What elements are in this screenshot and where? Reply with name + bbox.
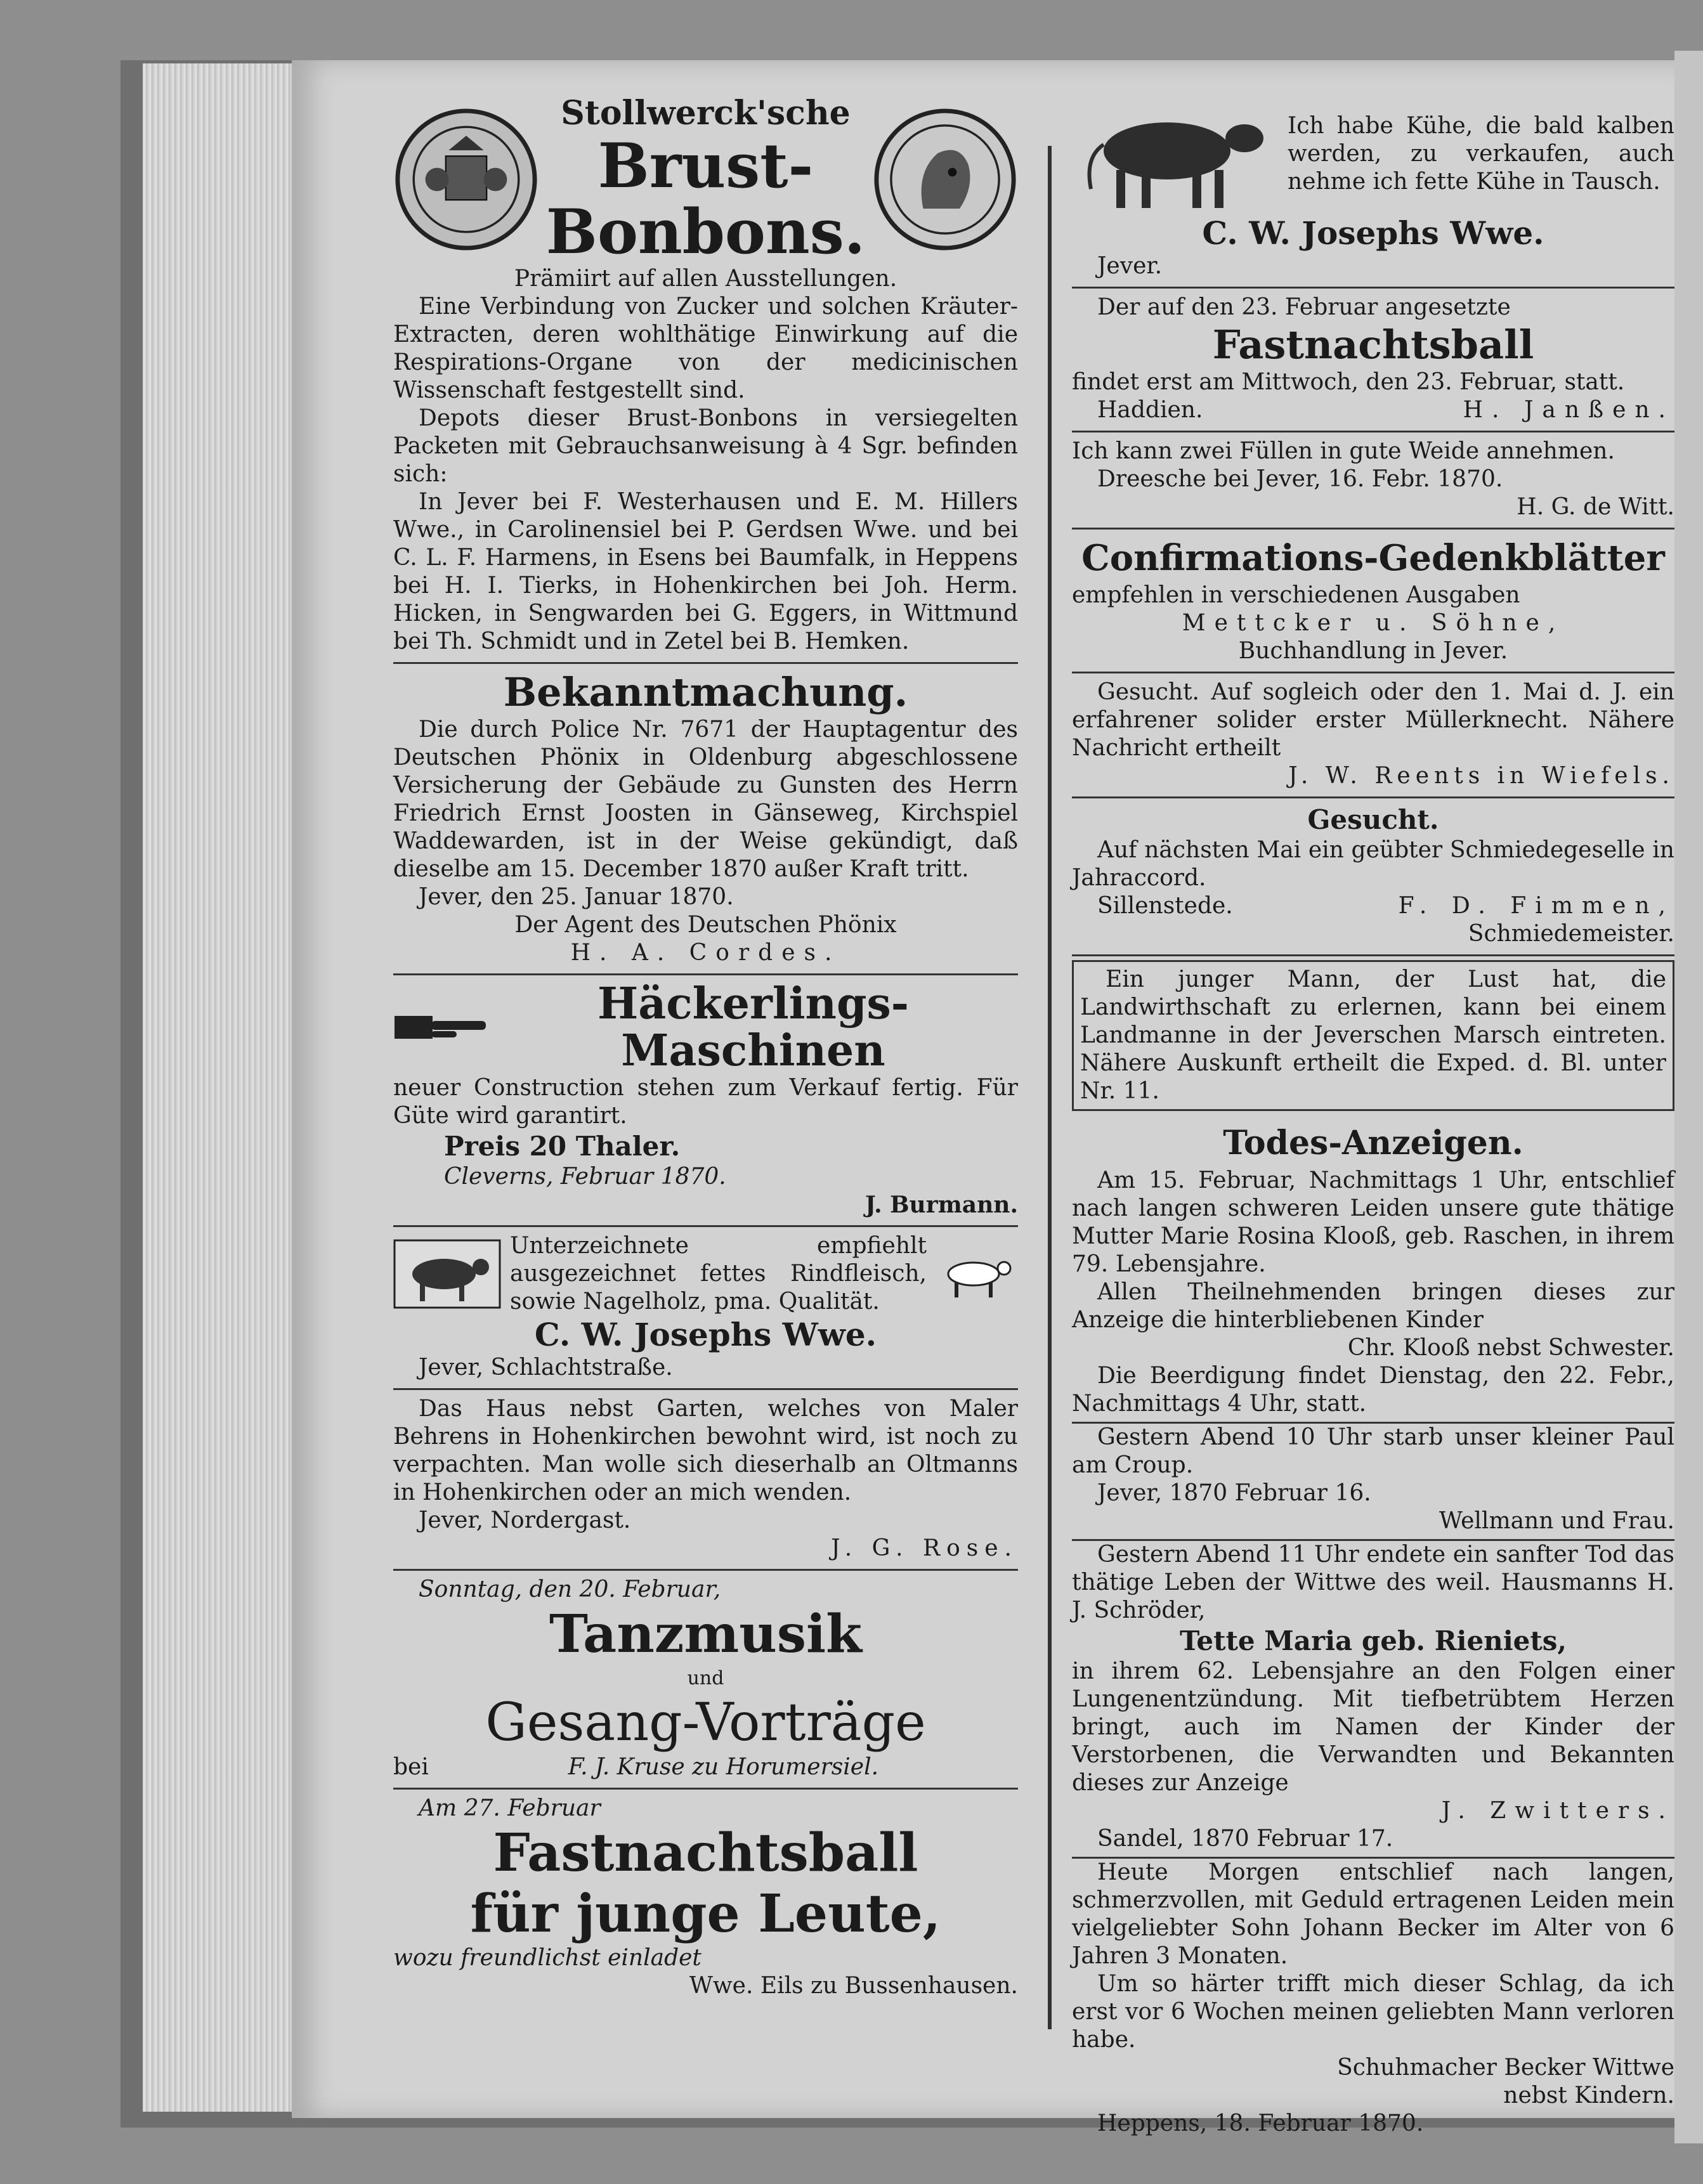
- ad-gesucht-muellerknecht: [1072, 673, 1674, 798]
- stollwerck-description: Eine Verbindung von Zucker und solchen Kräuter-Extracten, deren wohlthätige Einwirkung auf die Respirations-Organe von der medicinischen Wissenschaft festgestellt sind.: [393, 294, 1018, 403]
- todes-a1d: Die Beerdigung findet Dienstag, den 22. Febr., Nachmittags 4 Uhr, statt.: [1072, 1362, 1674, 1424]
- todes-a2c: Wellmann und Frau.: [1072, 1507, 1674, 1541]
- haeckerling-sign: J. Burmann.: [865, 1192, 1018, 1218]
- tanz-date: Sonntag, den 20. Februar,: [419, 1576, 721, 1602]
- tanz-title2: Gesang-Vorträge: [485, 1693, 926, 1753]
- todes-title: Todes-Anzeigen.: [1223, 1124, 1524, 1162]
- fastnacht-date: Am 27. Februar: [419, 1795, 601, 1821]
- todes-a4d: nebst Kindern.: [1503, 2083, 1674, 2109]
- tanz-title1: Tanzmusik: [549, 1604, 862, 1665]
- ball-title: Fastnachtsball: [1212, 322, 1534, 368]
- ad-gesucht-schmied: [1072, 798, 1674, 956]
- ball-body: findet erst am Mittwoch, den 23. Februar, statt.: [1072, 369, 1625, 395]
- ball-pre: Der auf den 23. Februar angesetzte: [1097, 294, 1511, 320]
- ad-haeckerling: [393, 975, 1018, 1227]
- haeckerling-price: Preis 20 Thaler.: [444, 1131, 681, 1162]
- bekanntmachung-date: Jever, den 25. Januar 1870.: [419, 884, 734, 910]
- kuehe-name: C. W. Josephs Wwe.: [1202, 214, 1544, 252]
- ad-kuehe: [1072, 89, 1674, 289]
- stollwerck-locations: In Jever bei F. Westerhausen und E. M. Hillers Wwe., in Carolinensiel bei P. Gerdsen Wwe. und bei C. L. F. Harmens, in Esens bei Baumfalk, in Heppens bei H. I. Tierks, in Hohenkirchen bei Joh. Herm. Hicken, in Sengwarden bei G. Eggers, in Wittmund bei Th. Schmidt und in Zetel bei B. Hemken.: [393, 489, 1018, 654]
- stollwerck-depots: Depots dieser Brust-Bonbons in versiegelten Packeten mit Gebrauchsanweisung à 4 Sgr. befinden sich:: [393, 405, 1018, 487]
- confirmation-title: Confirmations-Gedenkblätter: [1081, 537, 1665, 579]
- ball-place: Haddien.: [1097, 397, 1203, 423]
- page-edges: [143, 63, 295, 2112]
- ad-ball: [1072, 289, 1674, 432]
- adjacent-page-strip: [1674, 51, 1703, 2143]
- haeckerling-body: neuer Construction stehen zum Verkauf fertig. Für Güte wird garantirt.: [393, 1075, 1018, 1129]
- fuellen-body: Ich kann zwei Füllen in gute Weide annehmen.: [1072, 438, 1615, 464]
- stollwerck-line1: Stollwerck'sche: [561, 94, 851, 133]
- ad-fastnacht: [393, 1790, 1018, 2006]
- gesucht2-title: Gesucht.: [1307, 804, 1439, 835]
- bekanntmachung-body: Die durch Police Nr. 7671 der Hauptagentur des Deutschen Phönix in Oldenburg abgeschlossene Versicherung der Gebäude zu Gunsten des Herrn Friedrich Ernst Joosten in Gänseweg, Kirchspiel Waddewarden, ist in der Weise gekündigt, daß dieselbe am 15. December 1870 außer Kraft tritt.: [393, 717, 1018, 882]
- bekanntmachung-title: Bekanntmachung.: [503, 669, 908, 715]
- todes-a2: Gestern Abend 10 Uhr starb unser kleiner Paul am Croup.: [1072, 1424, 1674, 1478]
- todes-a3d: Sandel, 1870 Februar 17.: [1072, 1825, 1674, 1859]
- gesucht2-sign: F. D. Fimmen,: [1398, 893, 1674, 919]
- gesucht2-place: Sillenstede.: [1097, 893, 1233, 919]
- fleisch-place: Jever, Schlachtstraße.: [419, 1355, 673, 1381]
- cow-large-icon: [1072, 94, 1281, 214]
- todes-a4b: Um so härter trifft mich dieser Schlag, da ich erst vor 6 Wochen meinen geliebten Mann verloren habe.: [1072, 1971, 1674, 2053]
- confirmation-firm: Mettcker u. Söhne,: [1182, 610, 1565, 636]
- fuellen-place: Dreesche bei Jever, 16. Febr. 1870.: [1097, 466, 1503, 492]
- ad-bekanntmachung: [393, 664, 1018, 975]
- stollwerck-line2: Brust-: [597, 130, 814, 202]
- todes-a3: Gestern Abend 11 Uhr endete ein sanfter Tod das thätige Leben der Wittwe des weil. Hausmanns H. J. Schröder,: [1072, 1542, 1674, 1623]
- tanz-host: F. J. Kruse zu Horumersiel.: [568, 1754, 879, 1780]
- todes-a3name: Tette Maria geb. Rieniets,: [1179, 1625, 1567, 1656]
- ad-stollwerck: [393, 89, 1018, 664]
- kuehe-body: Ich habe Kühe, die bald kalben werden, zu verkaufen, auch nehme ich fette Kühe in Tausch.: [1288, 113, 1674, 195]
- bekanntmachung-sign1: Der Agent des Deutschen Phönix: [514, 912, 897, 938]
- right-column: [1072, 89, 1674, 2144]
- gesucht1-body: Gesucht. Auf sogleich oder den 1. Mai d. J. ein erfahrener solider erster Müllerknecht. Nähere Nachricht ertheilt: [1072, 679, 1674, 761]
- fastnacht-title1: Fastnachtsball: [493, 1823, 918, 1883]
- todes-a4: Heute Morgen entschlief nach langen, schmerzvollen, mit Geduld ertragenen Leiden mein vielgeliebter Sohn Johann Becker im Alter von 6 Jahren 3 Monaten.: [1072, 1859, 1674, 1969]
- haus-sign: J. G. Rose.: [831, 1535, 1018, 1561]
- todes-a1b: Allen Theilnehmenden bringen dieses zur Anzeige die hinterbliebenen Kinder: [1072, 1279, 1674, 1333]
- confirmation-firm2: Buchhandlung in Jever.: [1238, 638, 1508, 664]
- ad-fleisch: [393, 1227, 1018, 1390]
- medal-napoleon-icon: [872, 107, 1018, 252]
- tanz-bei: bei: [393, 1754, 429, 1780]
- fleisch-body: Unterzeichnete empfiehlt ausgezeichnet fettes Rindfleisch, sowie Nagelholz, pma. Qualität.: [510, 1233, 927, 1315]
- gesucht2-body: Auf nächsten Mai ein geübter Schmiedegeselle in Jahraccord.: [1072, 837, 1674, 891]
- todes-a3c: J. Zwitters.: [1441, 1798, 1674, 1824]
- gesucht2-sign2: Schmiedemeister.: [1468, 921, 1674, 947]
- left-column: [393, 89, 1018, 2006]
- todes-a4c: Schuhmacher Becker Wittwe: [1337, 2055, 1674, 2081]
- bekanntmachung-sign2: H. A. Cordes.: [570, 940, 841, 966]
- stollwerck-line3: Bonbons.: [545, 196, 866, 268]
- fastnacht-invite: wozu freundlichst einladet: [393, 1945, 701, 1971]
- ad-tanz: [393, 1571, 1018, 1790]
- ball-sign: H. Janßen.: [1463, 397, 1674, 423]
- fleisch-name: C. W. Josephs Wwe.: [534, 1316, 877, 1353]
- haus-place: Jever, Nordergast.: [419, 1507, 631, 1533]
- column-divider: [1048, 146, 1052, 2029]
- cow-icon: [936, 1245, 1018, 1303]
- ad-todesanzeigen: [1072, 1115, 1674, 2144]
- fastnacht-sign: Wwe. Eils zu Bussenhausen.: [689, 1973, 1018, 1999]
- todes-a2b: Jever, 1870 Februar 16.: [1097, 1480, 1371, 1506]
- haeckerling-place: Cleverns, Februar 1870.: [444, 1164, 726, 1190]
- ad-haus: [393, 1390, 1018, 1571]
- todes-a1: Am 15. Februar, Nachmittags 1 Uhr, entschlief nach langen schweren Leiden unsere gute thätige Mutter Marie Rosina Klooß, geb. Raschen, in ihrem 79. Lebensjahre.: [1072, 1167, 1674, 1277]
- tanz-und: und: [687, 1667, 724, 1689]
- landwirth-body: Ein junger Mann, der Lust hat, die Landwirthschaft zu erlernen, kann bei einem Landmanne in der Jeverschen Marsch eintreten. Nähere Auskunft ertheilt die Exped. d. Bl. unter Nr. 11.: [1080, 966, 1666, 1104]
- todes-a1c: Chr. Klooß nebst Schwester.: [1347, 1335, 1674, 1361]
- medal-coat-of-arms-icon: [393, 107, 539, 252]
- gesucht1-sign: J. W. Reents in Wiefels.: [1288, 763, 1674, 789]
- ad-landwirth: [1072, 960, 1674, 1111]
- haus-body: Das Haus nebst Garten, welches von Maler Behrens in Hohenkirchen bewohnt wird, ist noch zu verpachten. Man wolle sich dieserhalb an Oltmanns in Hohenkirchen oder an mich wenden.: [393, 1396, 1018, 1505]
- todes-a4e: Heppens, 18. Februar 1870.: [1097, 2110, 1424, 2136]
- pointing-hand-icon: [393, 1008, 488, 1046]
- stollwerck-award: Prämiirt auf allen Ausstellungen.: [514, 266, 897, 292]
- todes-a3b: in ihrem 62. Lebensjahre an den Folgen einer Lungenentzündung. Mit tiefbetrübtem Herzen bringt, auch im Namen der Kinder der Verstorbenen, die Verwandten und Bekannten dieses zur Anzeige: [1072, 1658, 1674, 1796]
- ad-fuellen: [1072, 432, 1674, 530]
- haeckerling-title: Häckerlings-Maschinen: [597, 978, 910, 1076]
- confirmation-body: empfehlen in verschiedenen Ausgaben: [1072, 582, 1520, 608]
- ad-confirmation: [1072, 530, 1674, 673]
- fastnacht-title2: für junge Leute,: [470, 1883, 941, 1944]
- ox-icon: [393, 1239, 501, 1309]
- kuehe-place: Jever.: [1097, 253, 1163, 279]
- fuellen-sign: H. G. de Witt.: [1517, 494, 1674, 520]
